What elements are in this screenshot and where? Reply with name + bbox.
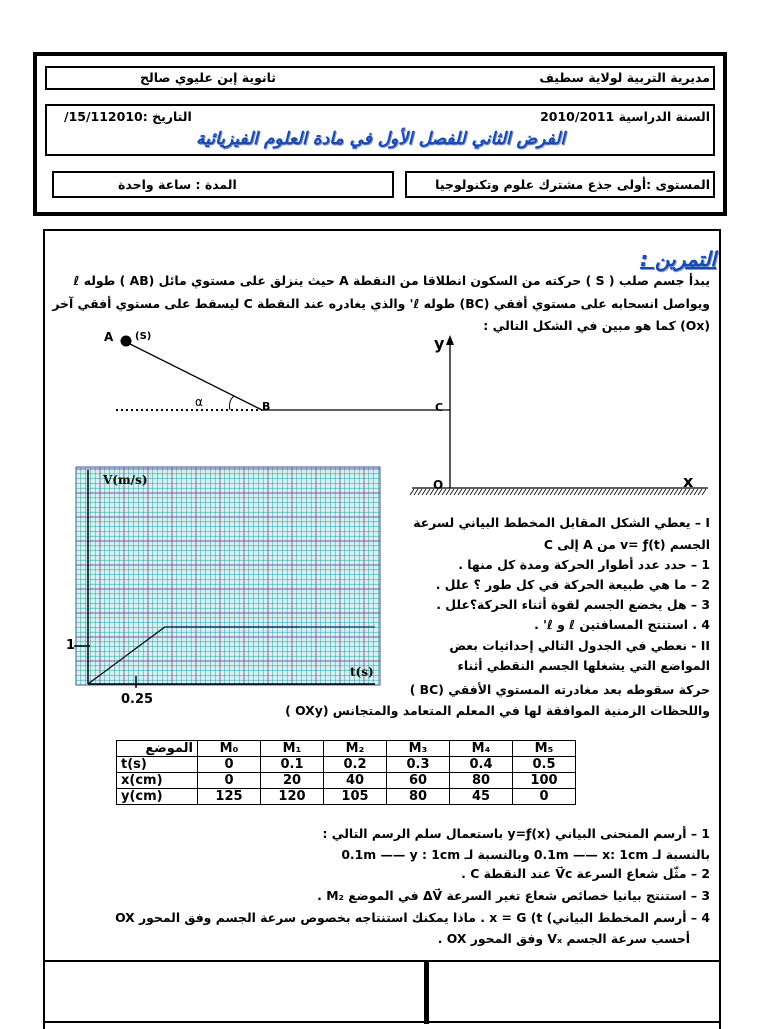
part1-line-1: I – يعطي الشكل المقابل المخطط البياني لسرعة — [413, 515, 710, 530]
table-cell: 80 — [450, 773, 513, 789]
hatch-mark — [698, 489, 702, 495]
question-3: 3 – استنتج بيانيا خصائص شعاع تغير السرعة ΔV⃗ في الموضع M₂ . — [317, 888, 710, 903]
table-cell: 0 — [198, 773, 261, 789]
part1-line-4: 2 – ما هي طبيعة الحركة في كل طور ؟ علل . — [435, 577, 710, 592]
graph-ylabel: V(m/s) — [103, 473, 148, 487]
hatch-mark — [634, 489, 638, 495]
angle-arc — [230, 396, 235, 410]
table-cell: t(s) — [117, 757, 198, 773]
graph-background — [76, 467, 380, 685]
hatch-mark — [426, 489, 430, 495]
table-cell: 0 — [198, 757, 261, 773]
hatch-mark — [594, 489, 598, 495]
intro-line-2: ويواصل انسحابه على مستوي أفقي (BC) طوله ℓ' والذي يغادره عند النقطة C ليسقط على مستوي أفقي آخر — [52, 296, 710, 311]
table-cell: 45 — [450, 789, 513, 805]
directorate: مديرية التربية لولاية سطيف — [539, 70, 710, 85]
hatch-mark — [562, 489, 566, 495]
table-cell: 105 — [324, 789, 387, 805]
part1-line-6: 4 . استنتج المسافتين ℓ و ℓ' . — [534, 617, 710, 632]
school-name: ثانوية إبن عليوي صالح — [140, 70, 276, 85]
part2-line-4: واللحظات الزمنية الموافقة لها في المعلم المتعامد والمتجانس (OXy ) — [285, 703, 710, 718]
hatch-mark — [558, 489, 562, 495]
hatch-mark — [506, 489, 510, 495]
graph-xlabel: t(s) — [350, 665, 374, 679]
hatch-mark — [614, 489, 618, 495]
table-row — [117, 789, 576, 805]
exam-date: التاريخ :15/112010/ — [64, 109, 192, 124]
question-1: 1 – أرسم المنحنى البياني y=ƒ(x) باستعمال سلم الرسم التالي : — [322, 826, 710, 841]
school-year: السنة الدراسية 2010/2011 — [540, 109, 710, 124]
hatch-mark — [458, 489, 462, 495]
part1-line-3: 1 – حدد عدد أطوار الحركة ومدة كل منها . — [458, 557, 710, 572]
hatch-mark — [530, 489, 534, 495]
table-cell: 0.5 — [513, 757, 576, 773]
hatch-mark — [702, 489, 706, 495]
hatch-mark — [582, 489, 586, 495]
table-cell: 0 — [513, 789, 576, 805]
hatch-mark — [414, 489, 418, 495]
hatch-mark — [626, 489, 630, 495]
incline-line — [124, 341, 262, 410]
hatch-mark — [602, 489, 606, 495]
table-cell: 60 — [387, 773, 450, 789]
label-alpha: α — [195, 395, 203, 409]
intro-line-3: (Ox) كما هو مبين في الشكل التالي : — [483, 318, 710, 333]
question-1-scale: بالنسبة لـ 0.1m —— x: 1cm وبالنسبة لـ 0.1m —— y : 1cm — [341, 847, 710, 862]
hatch-mark — [446, 489, 450, 495]
hatch-mark — [554, 489, 558, 495]
hatch-mark — [630, 489, 634, 495]
bottom-page-line — [43, 1021, 721, 1023]
hatch-mark — [494, 489, 498, 495]
part1-line-5: 3 – هل يخضع الجسم لقوة أثناء الحركة؟علل . — [436, 597, 710, 612]
part2-line-1: II - نعطي في الجدول التالي إحداثيات بعض — [449, 638, 710, 653]
hatch-mark — [510, 489, 514, 495]
label-S: (S) — [135, 331, 152, 342]
hatch-mark — [518, 489, 522, 495]
table-head-cell: M₂ — [324, 741, 387, 757]
hatch-mark — [470, 489, 474, 495]
hatch-mark — [542, 489, 546, 495]
hatch-mark — [474, 489, 478, 495]
level: المستوى :أولى جذع مشترك علوم وتكنولوجيا — [435, 177, 710, 192]
label-A: A — [104, 330, 114, 344]
table-head-cell: M₅ — [513, 741, 576, 757]
hatch-mark — [486, 489, 490, 495]
part2-line-2: المواضع التي يشغلها الجسم النقطي أثناء — [457, 658, 710, 673]
hatch-mark — [498, 489, 502, 495]
hatch-mark — [598, 489, 602, 495]
question-4b: أحسب سرعة الجسم Vₓ وفق المحور OX . — [437, 931, 690, 946]
graph-ytick: 1 — [66, 638, 76, 653]
table-cell: 100 — [513, 773, 576, 789]
hatch-mark — [638, 489, 642, 495]
hatch-mark — [502, 489, 506, 495]
positions-table — [116, 740, 576, 805]
ground-hatching — [410, 489, 706, 495]
hatch-mark — [570, 489, 574, 495]
table-cell: y(cm) — [117, 789, 198, 805]
table-cell: 80 — [387, 789, 450, 805]
y-arrow — [446, 335, 454, 345]
hatch-mark — [466, 489, 470, 495]
hatch-mark — [550, 489, 554, 495]
hatch-mark — [610, 489, 614, 495]
table-row — [117, 741, 576, 757]
hatch-mark — [654, 489, 658, 495]
hatch-mark — [658, 489, 662, 495]
hatch-mark — [618, 489, 622, 495]
table-row — [117, 757, 576, 773]
hatch-mark — [526, 489, 530, 495]
table-cell: x(cm) — [117, 773, 198, 789]
table-cell: 0.2 — [324, 757, 387, 773]
hatch-mark — [666, 489, 670, 495]
hatch-mark — [514, 489, 518, 495]
hatch-mark — [418, 489, 422, 495]
hatch-mark — [678, 489, 682, 495]
hatch-mark — [538, 489, 542, 495]
hatch-mark — [454, 489, 458, 495]
hatch-mark — [534, 489, 538, 495]
label-y: y — [434, 334, 445, 353]
hatch-mark — [694, 489, 698, 495]
hatch-mark — [662, 489, 666, 495]
table-head-cell: M₁ — [261, 741, 324, 757]
bottom-vertical-bar — [424, 962, 429, 1024]
part1-line-2: الجسم v= ƒ(t) من A إلى C — [543, 537, 710, 552]
table-cell: 0.1 — [261, 757, 324, 773]
hatch-mark — [586, 489, 590, 495]
hatch-mark — [578, 489, 582, 495]
question-4: 4 – أرسم المخطط البياني) x = G (t . ماذا يمكنك استنتاجه بخصوص سرعة الجسم وفق المحور OX — [115, 910, 710, 925]
grid-minor — [76, 467, 380, 685]
hatch-mark — [482, 489, 486, 495]
hatch-mark — [522, 489, 526, 495]
intro-line-1: يبدأ جسم صلب ( S ) حركته من السكون انطلاقا من النقطة A حيث ينزلق على مستوي مائل (AB ) طوله ℓ — [73, 273, 710, 288]
exam-title: الفرض الثاني للفصل الأول في مادة العلوم الفيزيائية — [196, 129, 565, 149]
bottom-divider — [43, 960, 721, 962]
table-cell: 0.4 — [450, 757, 513, 773]
hatch-mark — [674, 489, 678, 495]
velocity-graph — [70, 462, 388, 688]
hatch-mark — [490, 489, 494, 495]
exercise-title: التمرين : — [639, 247, 716, 271]
question-2: 2 – مثّل شعاع السرعة V⃗c عند النقطة C . — [461, 866, 710, 881]
table-cell: 40 — [324, 773, 387, 789]
solid-body — [121, 336, 132, 347]
table-cell: 120 — [261, 789, 324, 805]
label-B: B — [262, 400, 271, 413]
label-O: O — [433, 478, 444, 492]
hatch-mark — [646, 489, 650, 495]
table-head-label: الموضع — [117, 741, 198, 757]
table-cell: 0.3 — [387, 757, 450, 773]
hatch-mark — [590, 489, 594, 495]
hatch-mark — [462, 489, 466, 495]
table-head-cell: M₃ — [387, 741, 450, 757]
table-cell: 20 — [261, 773, 324, 789]
hatch-mark — [410, 489, 414, 495]
hatch-mark — [422, 489, 426, 495]
table-head-cell: M₀ — [198, 741, 261, 757]
hatch-mark — [566, 489, 570, 495]
hatch-mark — [546, 489, 550, 495]
hatch-mark — [450, 489, 454, 495]
hatch-mark — [650, 489, 654, 495]
hatch-mark — [622, 489, 626, 495]
hatch-mark — [642, 489, 646, 495]
hatch-mark — [478, 489, 482, 495]
table-row — [117, 773, 576, 789]
table-head-cell: M₄ — [450, 741, 513, 757]
label-x: x — [683, 472, 694, 491]
label-C: C — [435, 401, 444, 414]
duration: المدة : ساعة واحدة — [118, 177, 237, 192]
hatch-mark — [606, 489, 610, 495]
hatch-mark — [670, 489, 674, 495]
graph-xtick: 0.25 — [121, 692, 154, 707]
part2-line-3: حركة سقوطه بعد مغادرته المستوي الأفقي (BC ) — [409, 682, 710, 697]
table-cell: 125 — [198, 789, 261, 805]
hatch-mark — [574, 489, 578, 495]
